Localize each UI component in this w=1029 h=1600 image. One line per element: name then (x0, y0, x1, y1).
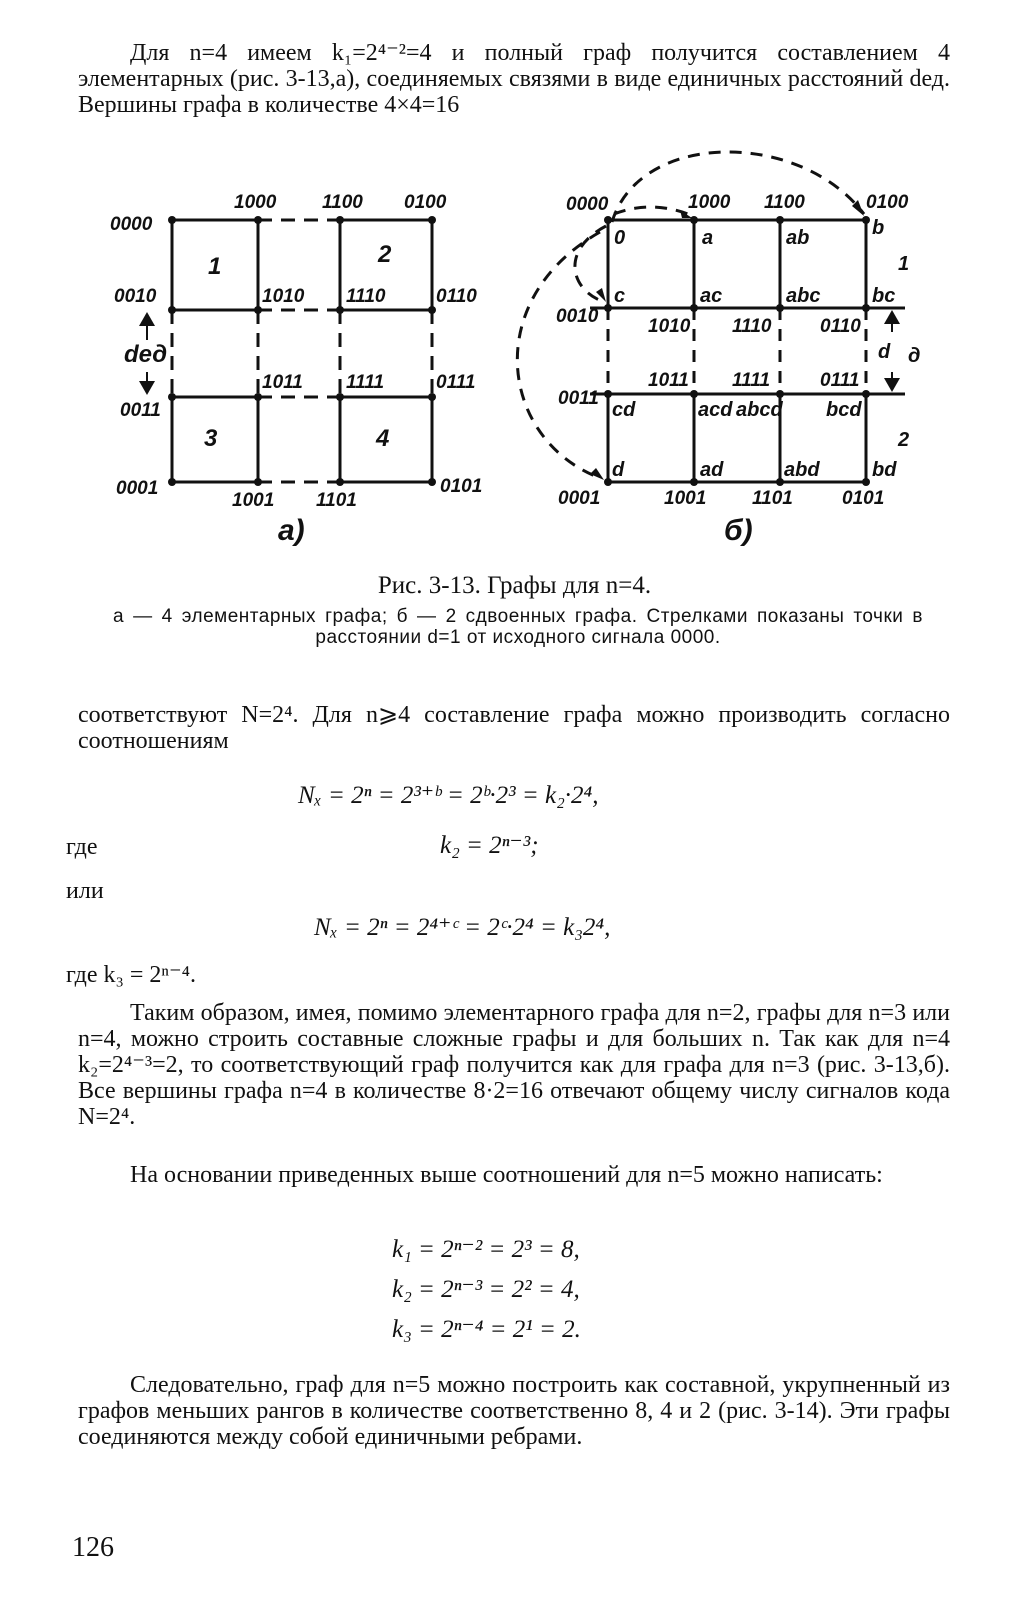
node-label: 1001 (664, 488, 707, 509)
equation-4: k₁ = 2ⁿ⁻² = 2³ = 8, (392, 1236, 580, 1263)
subfigure-label-b: б) (724, 514, 753, 547)
node-label: 0110 (820, 316, 861, 337)
cell-label: 4 (376, 425, 390, 452)
paragraph-relations: соответствуют N=2⁴. Для n⩾4 составление графа можно производить согласно соотношениям (78, 702, 950, 754)
node-label: 0001 (116, 478, 159, 499)
cell-label: acd (698, 399, 733, 421)
node-label: 1111 (732, 370, 771, 391)
node-label: 1110 (732, 316, 772, 337)
node-label: 0101 (440, 476, 483, 497)
cell-label: 1 (208, 253, 222, 280)
paragraph-composite: Таким образом, имея, помимо элементарного графа для n=2, графы для n=3 или n=4, можно строить составные сложные графы и для больших n. Так как для n=4 k₂=2⁴⁻³=2, то соответствующий граф получится как для графа для n=3 (рис. 3-13,б). Все вершины графа n=4 в количестве 8·2=16 отвечают общему числу сигналов кода N=2⁴. (78, 1000, 950, 1130)
cell-label: c (614, 285, 626, 307)
node-label: 0010 (114, 286, 157, 307)
page-number: 126 (72, 1532, 114, 1563)
cell-label: bd (872, 459, 897, 481)
cell-label: 2 (378, 241, 392, 268)
cell-label: 3 (204, 425, 218, 452)
or-label: или (66, 878, 104, 904)
node-label: 1010 (262, 286, 305, 307)
distance-label: dед (124, 341, 168, 368)
equation-1: Nₓ = 2ⁿ = 2³⁺ᵇ = 2ᵇ·2³ = k₂·2⁴, (298, 782, 599, 809)
node-label: 1111 (346, 372, 385, 393)
node-label: 0000 (110, 214, 153, 235)
side-label: d (878, 341, 891, 363)
where-label-2: где k₃ = 2ⁿ⁻⁴. (66, 962, 197, 988)
node-label: 0111 (436, 372, 476, 393)
node-label: 0010 (556, 306, 599, 327)
equation-6: k₃ = 2ⁿ⁻⁴ = 2¹ = 2. (392, 1316, 581, 1343)
cell-label: d (612, 459, 625, 481)
cell-label: a (702, 227, 714, 249)
cell-label: abc (786, 285, 821, 307)
cell-label: 0 (614, 227, 626, 249)
node-label: 1101 (316, 490, 357, 511)
node-label: 0101 (842, 488, 885, 509)
cell-label: ac (700, 285, 723, 307)
node-label: 1101 (752, 488, 793, 509)
node-label: 1100 (322, 192, 363, 213)
node-label: 1001 (232, 490, 275, 511)
cell-label: abd (784, 459, 820, 481)
node-label: 1011 (648, 370, 689, 391)
figure-caption-text: а — 4 элементарных графа; б — 2 сдвоенных графа. Стрелками показаны точки в расстоянии d=1 от исходного сигнала 0000. (113, 606, 923, 648)
where-label-1: где (66, 834, 98, 860)
equation-2: k₂ = 2ⁿ⁻³; (440, 832, 539, 859)
node-label: 0100 (866, 192, 909, 213)
cell-label: bcd (826, 399, 862, 421)
side-label: д (908, 345, 921, 367)
cell-label: abcd (736, 399, 783, 421)
node-label: 0001 (558, 488, 601, 509)
cell-label: cd (612, 399, 636, 421)
side-label: 1 (898, 253, 910, 275)
node-label: 1010 (648, 316, 691, 337)
figure-3-13 (0, 0, 1029, 560)
node-label: 0100 (404, 192, 447, 213)
node-label: 1000 (688, 192, 731, 213)
equation-5: k₂ = 2ⁿ⁻³ = 2² = 4, (392, 1276, 580, 1303)
paragraph-n5: На основании приведенных выше соотношений для n=5 можно написать: (130, 1162, 883, 1188)
cell-label: ab (786, 227, 810, 249)
node-label: 1110 (346, 286, 386, 307)
node-label: 0111 (820, 370, 860, 391)
cell-label: ad (700, 459, 724, 481)
node-label: 1100 (764, 192, 805, 213)
node-label: 1011 (262, 372, 303, 393)
node-label: 0000 (566, 194, 609, 215)
node-label: 0110 (436, 286, 477, 307)
equation-3: Nₓ = 2ⁿ = 2⁴⁺ᶜ = 2ᶜ·2⁴ = k₃2⁴, (314, 914, 611, 941)
paragraph-intro: Для n=4 имеем k₁=2⁴⁻²=4 и полный граф получится составлением 4 элементарных (рис. 3-13,a), соединяемых связями в виде единичных расстояний dед. Вершины графа в количестве 4×4=16 (78, 40, 950, 118)
node-label: 0011 (120, 400, 161, 421)
node-label: 0011 (558, 388, 599, 409)
cell-label: b (872, 217, 885, 239)
side-label: 2 (898, 429, 910, 451)
subfigure-label-a: а) (278, 514, 305, 547)
node-label: 1000 (234, 192, 277, 213)
paragraph-conclusion: Следовательно, граф для n=5 можно построить как составной, укрупненный из графов меньших рангов в количестве соответственно 8, 4 и 2 (рис. 3-14). Эти графы соединяются между собой единичными ребрами. (78, 1372, 950, 1450)
figure-caption-title: Рис. 3-13. Графы для n=4. (377, 572, 652, 599)
cell-label: bc (872, 285, 896, 307)
